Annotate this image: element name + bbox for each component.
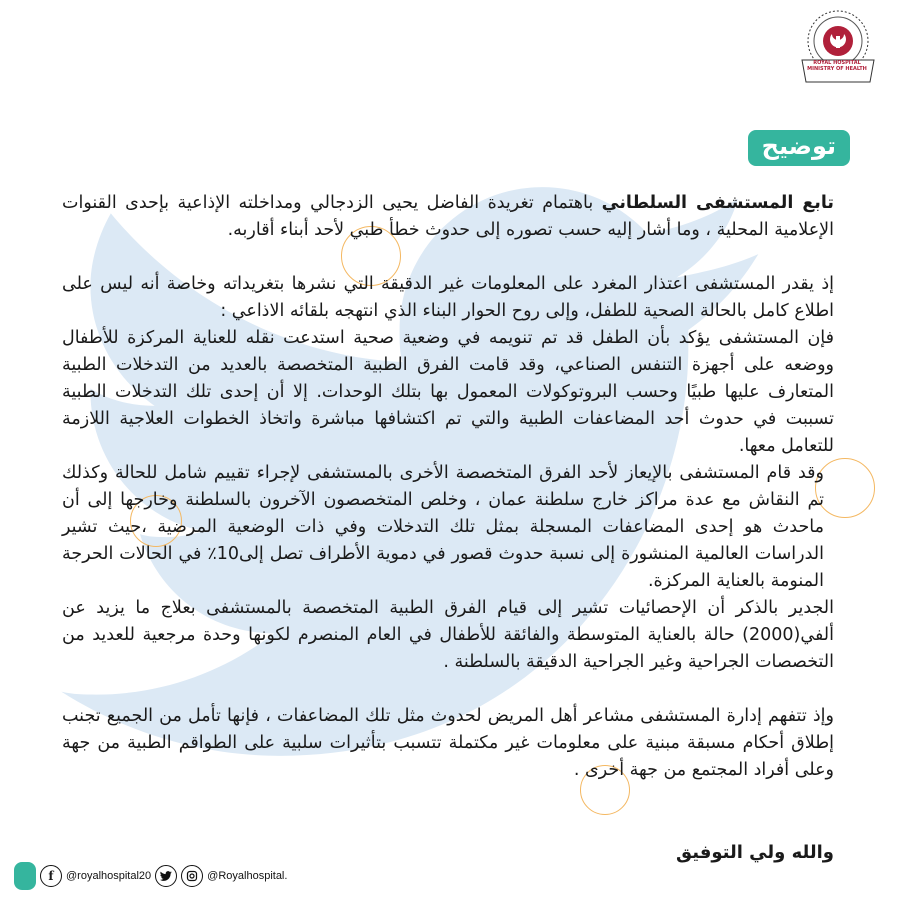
facebook-handle[interactable]: @royalhospital20 xyxy=(66,870,152,882)
intro-text: باهتمام تغريدة الفاضل يحيى الزدجالي ومداخلته الإذاعية بإحدى القنوات الإعلامية المحلية ، وما أشار إليه حسب تصوره إلى حدوث خطأ طبي لأحد أبناء أقاربه. xyxy=(62,193,834,240)
instagram-handle[interactable]: @Royalhospital. xyxy=(207,870,288,882)
paragraph-apology: إذ يقدر المستشفى اعتذار المغرد على المعلومات غير الدقيقة التي نشرها بتغريداته وخاصة أنه ليس على اطلاع كامل بالحالة الصحية للطفل، وإلى روح الحوار البناء الذي انتهجه بلقائه الاذاعي : xyxy=(62,274,834,321)
statement-body xyxy=(62,190,834,784)
intro-bold: تابع المستشفى السلطاني xyxy=(601,193,834,213)
page-title: توضيح xyxy=(748,130,850,166)
paragraph-clinical: فإن المستشفى يؤكد بأن الطفل قد تم تنويمه في وضعية صحية استدعت نقله للعناية المركزة للأطفال ووضعه على أجهزة التنفس الصناعي، وقد قامت الفرق الطبية المتخصصة بالعديد من التدخلات الطبية المتعارف عليها طبيًا وحسب البروتوكولات المعمول بها بتلك الوحدات. إلا أن إحدى تلك التدخلات الطبية تسببت في حدوث أحد المضاعفات الطبية والتي تم اكتشافها مباشرة واتخاذ الخطوات العلاجية اللازمة للتعامل معها. xyxy=(62,328,834,456)
logo-line2: MINISTRY OF HEALTH xyxy=(807,66,867,72)
paragraph-statistics: الجدير بالذكر أن الإحصائيات تشير إلى قيام الفرق الطبية المتخصصة بالمستشفى بعلاج ما يزيد عن ألفي(2000) حالة بالعناية المتوسطة والفائقة للأطفال في العام المنصرم لكونها وحدة مرجعية للعديد من التخصصات الجراحية وغير الجراحية الدقيقة بالسلطنة . xyxy=(62,598,834,672)
paragraph-appeal: وإذ تتفهم إدارة المستشفى مشاعر أهل المريض لحدوث مثل تلك المضاعفات ، فإنها تأمل من الجميع تجنب إطلاق أحكام مسبقة مبنية على معلومات غير مكتملة تتسبب بتأثيرات سلبية على الطواقم الطبية من جهة وعلى أفراد المجتمع من جهة أخرى . xyxy=(62,706,834,780)
logo-caption xyxy=(802,60,872,72)
paragraph-review: وقد قام المستشفى بالإيعاز لأحد الفرق المتخصصة الأخرى بالمستشفى لإجراء تقييم شامل للحالة وكذلك تم النقاش مع عدة مراكز خارج سلطنة عمان ، وخلص المتخصصون الآخرون بالسلطنة وخارجها إلى أن ماحدث هو إحدى المضاعفات المسجلة بمثل تلك التدخلات وفي ذات الوضعية المرضية ،حيث تشير الدراسات العالمية المنشورة إلى نسبة حدوث قصور في دموية الأطراف تصل إلى10٪ في الحالات الحرجة المنومة بالعناية المركزة. xyxy=(62,463,825,591)
logo-line1: ROYAL HOSPITAL xyxy=(813,60,861,66)
accent-pill xyxy=(14,862,36,890)
social-bar xyxy=(14,862,287,890)
instagram-icon[interactable] xyxy=(181,865,203,887)
closing-line: والله ولي التوفيق xyxy=(676,842,834,863)
facebook-icon[interactable]: f xyxy=(40,865,62,887)
hospital-logo xyxy=(792,8,884,88)
twitter-icon[interactable] xyxy=(155,865,177,887)
intro-paragraph xyxy=(62,190,834,244)
